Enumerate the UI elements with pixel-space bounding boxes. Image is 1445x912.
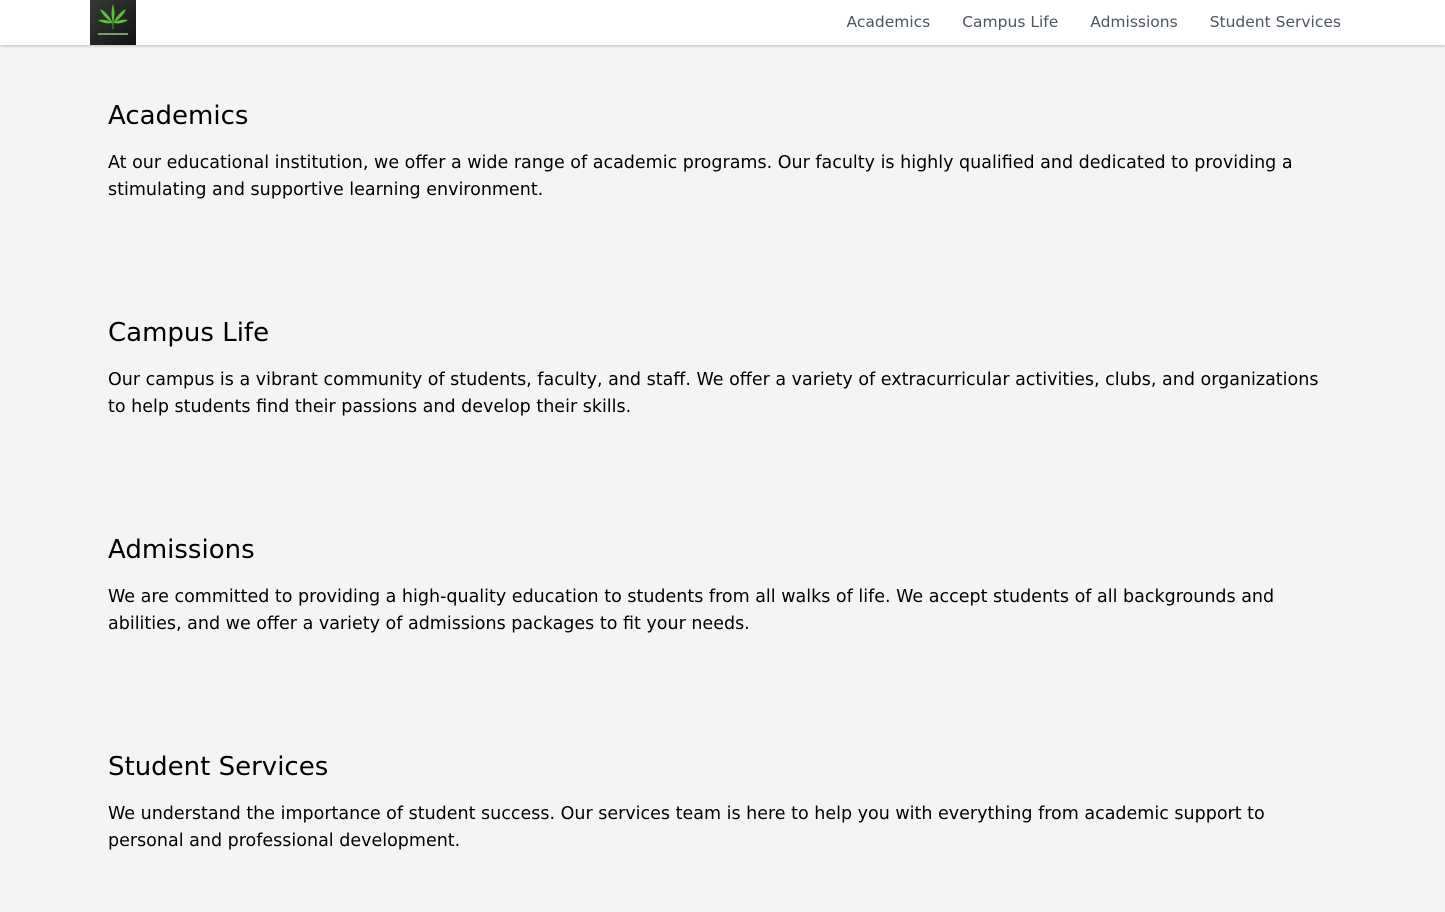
campus-life-section (108, 317, 1340, 421)
section-body: We are committed to providing a high-quality education to students from all walks of life. We accept students of all backgrounds and abilities, and we offer a variety of admissions packages to fit your needs. (108, 587, 1275, 634)
nav-link-student-services[interactable]: Student Services (1209, 12, 1341, 31)
top-navbar (0, 0, 1445, 45)
admissions-section (108, 534, 1340, 638)
section-title: Admissions (108, 535, 255, 565)
section-title: Student Services (108, 752, 329, 782)
section-body: We understand the importance of student success. Our services team is here to help you with everything from academic support to personal and professional development. (108, 804, 1265, 851)
academics-section (108, 100, 1340, 204)
nav-link-campus-life[interactable]: Campus Life (962, 12, 1059, 31)
section-title: Academics (108, 101, 249, 131)
site-logo-icon[interactable] (90, 0, 136, 45)
student-services-section (108, 751, 1340, 855)
section-body: Our campus is a vibrant community of students, faculty, and staff. We offer a variety of extracurricular activities, clubs, and organizations to help students find their passions and develop their skills. (108, 370, 1319, 417)
nav-link-admissions[interactable]: Admissions (1090, 12, 1178, 31)
section-body: At our educational institution, we offer a wide range of academic programs. Our faculty is highly qualified and dedicated to providing a stimulating and supportive learning environment. (108, 153, 1293, 200)
section-title: Campus Life (108, 318, 270, 348)
nav-link-academics[interactable]: Academics (846, 12, 931, 31)
main-nav (847, 0, 1342, 43)
